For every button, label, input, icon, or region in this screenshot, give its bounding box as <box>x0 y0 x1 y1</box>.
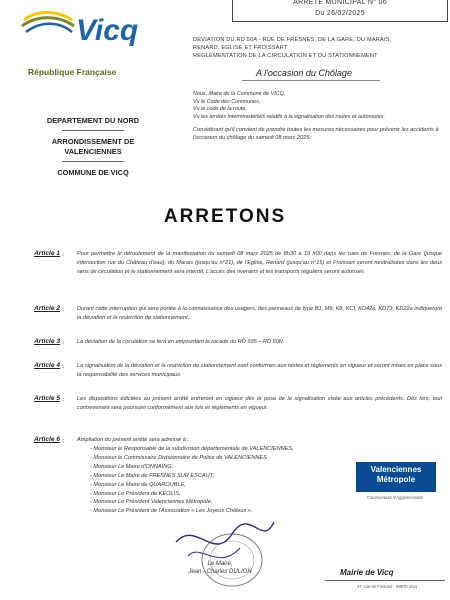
arrow-icon: : <box>62 362 65 370</box>
article-5-label: Article 5 <box>34 395 61 402</box>
partner-caption: Communauté d'Agglomération <box>366 495 424 500</box>
republique-francaise-label: République Française <box>28 67 117 77</box>
divider <box>62 161 124 162</box>
article-2-text: Durant cette interruption qui sera portée à la connaissance des usagers, des panneaux de type B1, M9, K8, KCI, KD42a, KD73, KD22a indiqueront la déviation et la restriction de stationnement. <box>77 306 442 321</box>
legal-references <box>193 91 443 121</box>
recipient-item: - Monsieur Le Maire d'ONNAING, <box>90 463 330 472</box>
recipient-item: - Monsieur le Responsable de la subdivision départementale de VALENCIENNES, <box>90 445 330 454</box>
decree-reference-box <box>232 0 448 22</box>
subject-line: RENARD, EGLISE ET FROISSART <box>193 45 288 51</box>
recipient-item: - Monsieur Le Maire de FRESNES SUR ESCAUT, <box>90 472 330 481</box>
legal-reference-line: Vu le code de la route, <box>193 106 247 113</box>
arrondissement-line: VALENCIENNES <box>64 147 122 156</box>
arretons-heading: ARRETONS <box>163 206 287 227</box>
article-4-label: Article 4 <box>34 362 61 369</box>
occasion-heading: A l'occasion du Chôlage <box>256 68 352 78</box>
subject-line: DEVIATION DU RD 50A - RUE DE FRESNES, DE LA GARE, DU MARAIS, <box>193 37 392 43</box>
article-1-label: Article 1 <box>34 250 61 257</box>
arrow-icon: : <box>62 436 65 444</box>
valenciennes-metropole-logo <box>356 462 436 492</box>
article-2-label: Article 2 <box>34 305 61 312</box>
commune-label: COMMUNE DE VICQ <box>57 168 129 177</box>
article-5-text: Les dispositions édictées au présent arrêté entreront en vigueur dès la pose de la signalisation visée aux articles précédents. Dès lors, tout contrevenant sera poursuivi conformément aux lois et règlements en vigueur. <box>77 396 442 411</box>
article-3-label: Article 3 <box>34 338 61 345</box>
arrow-icon: : <box>62 395 65 403</box>
recipient-item: - Monsieur Le Président de KEOLIS, <box>90 490 330 499</box>
divider <box>62 130 124 131</box>
decree-subject <box>193 36 443 60</box>
signatory-title: Le Maire, <box>207 561 233 567</box>
svg-text:Vicq: Vicq <box>76 14 138 47</box>
recipient-item: - Monsieur Le Président Valenciennes Métropole, <box>90 498 330 507</box>
recipient-item: - Monsieur Le Président de l'Association « Les Joyeux Chôleux ». <box>90 507 330 516</box>
article-1-text: Pour permettre le déroulement de la manifestation du samedi 08 mars 2025 de 8h30 à 19 h00 dans les rues de Fresnes, de la Gare (jusque intersection rue du Château d'eau), du Marais (jusqu'au n°21), de l'Eglise, Renard (jusqu'au n°15) et Froissart seront neutralisées dans les deux sens de circulation et le stationnement sera interdit. L'accès des riverains et les transports réguliers seront autorisés. <box>77 251 442 275</box>
article-6-label: Article 6 <box>34 436 61 443</box>
arrondissement-label <box>28 137 158 157</box>
departement-label: DEPARTEMENT DU NORD <box>46 116 140 125</box>
footer-mairie-name: Mairie de Vicq <box>340 568 394 577</box>
legal-reference-line: Vu les arrêtés interministériels relatifs à la signalisation des routes et autoroutes. <box>193 113 385 120</box>
divider <box>242 80 380 81</box>
legal-reference-line: Vu le Code des Communes, <box>193 98 261 105</box>
decree-date: Du 26/02/2025 <box>315 10 365 17</box>
partner-name-line: Métropole <box>376 475 416 484</box>
arrow-icon: : <box>62 305 65 313</box>
vicq-logo <box>20 6 138 52</box>
mayor-stamp-and-signature <box>170 512 280 592</box>
article-6-text: Ampliation du présent arrêté sera adressé à : <box>77 437 189 443</box>
recipient-item: - Monsieur le Commissaire Divisionnaire de Police de VALENCIENNES <box>90 454 330 463</box>
considerant-paragraph: Considérant qu'il convient de prendre toutes les mesures nécessaires pour prévenir les accidents à l'occasion du chôlage du samedi 08 mars 2025. <box>193 127 439 141</box>
divider <box>325 580 445 581</box>
recipients-list <box>90 445 330 516</box>
arrondissement-line: ARRONDISSEMENT DE <box>51 137 135 146</box>
partner-name-line: Valenciennes <box>370 465 422 474</box>
signatory-name: Jean - Charles DULION <box>188 569 252 575</box>
signature-block <box>160 560 280 576</box>
article-3-text: La déviation de la circulation se fera en empruntant la rocade du RD 935 – RD 50N. <box>77 339 285 345</box>
arrow-icon: : <box>62 338 65 346</box>
arrow-icon: : <box>62 250 65 258</box>
decree-number: ARRETE MUNICIPAL N° 06 <box>293 0 387 6</box>
recipient-item: - Monsieur Le Maire de QUAROUBLE, <box>90 481 330 490</box>
footer-address: 27, rue de Fresnes - 59970 Vicq <box>357 584 417 589</box>
article-4-text: La signalisation de la déviation et la restriction de stationnement sont conformes aux textes et règlements en vigueur et seront mises en place sous la responsabilité des services municipaux. <box>77 363 442 378</box>
legal-reference-line: Nous, Maire de la Commune de VICQ, <box>193 91 286 97</box>
subject-line: REGLEMENTATION DE LA CIRCULATION ET DU STATIONNEMENT <box>193 53 378 59</box>
